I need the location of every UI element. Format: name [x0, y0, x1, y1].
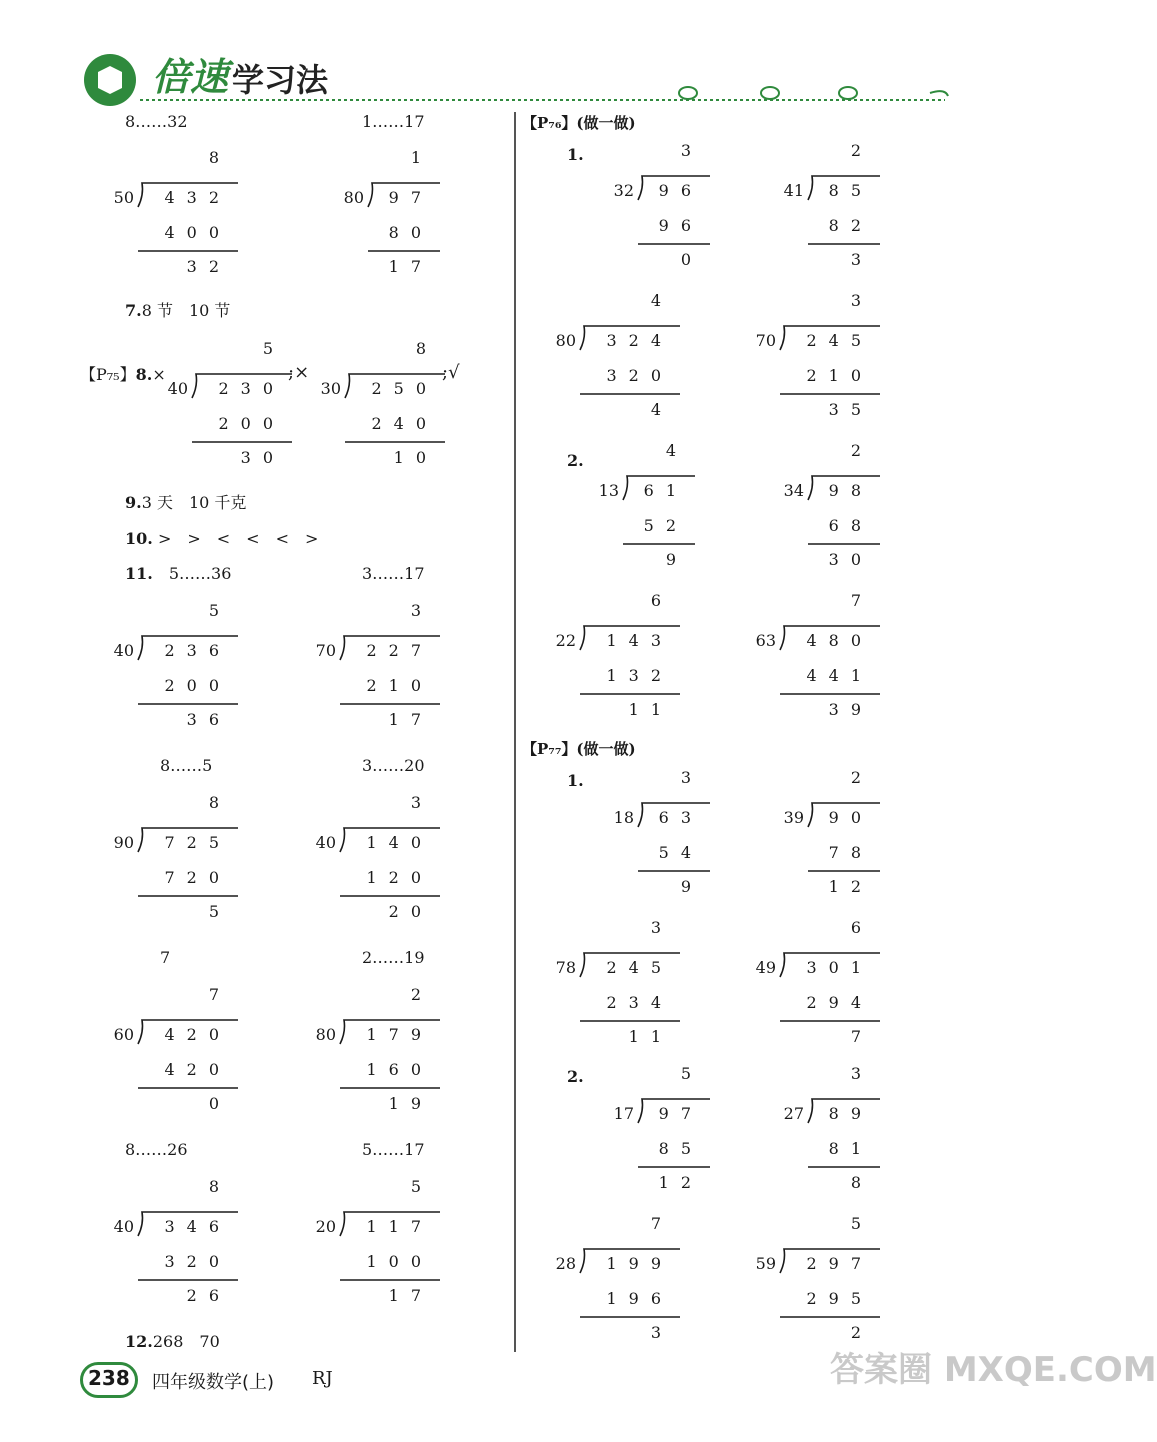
remainder: 10	[393, 448, 438, 467]
dividend: 97	[658, 1104, 703, 1123]
quotient: 3	[680, 141, 703, 160]
product: 52	[643, 516, 688, 535]
product: 295	[806, 1289, 873, 1308]
divisor: 49	[755, 958, 776, 977]
dividend: 236	[164, 641, 231, 660]
divisor: 70	[755, 331, 776, 350]
remainder: 5	[208, 902, 231, 921]
product: 120	[366, 868, 433, 887]
answer-text: > > < < < >	[157, 529, 319, 548]
quotient: 5	[680, 1064, 703, 1083]
divisor: 40	[113, 641, 134, 660]
remainder: 2	[850, 1323, 873, 1342]
book-title: 四年级数学(上)	[152, 1372, 275, 1393]
remainder: 17	[388, 1286, 433, 1305]
edition-label: RJ	[312, 1368, 333, 1389]
long-division	[755, 591, 900, 788]
dividend: 89	[828, 1104, 873, 1123]
divisor: 17	[613, 1104, 634, 1123]
product: 96	[658, 216, 703, 235]
product: 82	[828, 216, 873, 235]
question-number: 9.	[125, 493, 142, 512]
page-ref: 【P₇₅】	[80, 365, 136, 384]
answer-text: 8……32	[125, 112, 188, 131]
quotient: 8	[415, 339, 438, 358]
watermark	[820, 1340, 1157, 1442]
answer-text: 8 节 10 节	[141, 301, 231, 320]
page-ref-heading: 【P₇₇】(做一做)	[522, 740, 636, 758]
answer-text: 8……26	[125, 1140, 188, 1159]
quotient: 6	[650, 591, 673, 610]
divisor: 27	[783, 1104, 804, 1123]
quotient: 5	[850, 1214, 873, 1233]
divisor: 13	[598, 481, 619, 500]
quotient: 2	[850, 141, 873, 160]
quotient: 5	[262, 339, 285, 358]
division-bracket	[118, 800, 258, 990]
brand-sub: 学习法	[232, 61, 329, 99]
quotient: 3	[410, 793, 433, 812]
product: 80	[388, 223, 433, 242]
divisor: 78	[555, 958, 576, 977]
quotient: 3	[850, 1064, 873, 1083]
long-division	[315, 1177, 460, 1374]
product: 420	[164, 1060, 231, 1079]
question-number: 1.	[567, 771, 584, 790]
division-bracket	[560, 1221, 700, 1411]
quotient: 3	[850, 291, 873, 310]
divisor: 50	[113, 188, 134, 207]
question-number: 7.	[125, 301, 142, 320]
quotient: 4	[650, 291, 673, 310]
division-bracket	[320, 155, 460, 345]
question-number: 2.	[567, 451, 584, 470]
remainder: 9	[665, 550, 688, 569]
divisor: 30	[320, 379, 341, 398]
dividend: 420	[164, 1025, 231, 1044]
dividend: 63	[658, 808, 703, 827]
remainder: 26	[186, 1286, 231, 1305]
divisor: 28	[555, 1254, 576, 1273]
dividend: 117	[366, 1217, 433, 1236]
product: 78	[828, 843, 873, 862]
answer-text: 3……20	[362, 756, 425, 775]
divisor: 41	[783, 181, 804, 200]
remainder: 0	[680, 250, 703, 269]
loop-ornament	[761, 87, 779, 99]
divisor: 63	[755, 631, 776, 650]
product: 196	[606, 1289, 673, 1308]
remainder: 19	[388, 1094, 433, 1113]
quotient: 7	[208, 985, 231, 1004]
quotient: 5	[410, 1177, 433, 1196]
product: 68	[828, 516, 873, 535]
dividend: 98	[828, 481, 873, 500]
remainder: 30	[828, 550, 873, 569]
question-number: 12.	[125, 1332, 153, 1351]
quotient: 7	[850, 591, 873, 610]
divisor: 32	[613, 181, 634, 200]
quotient: 8	[208, 148, 231, 167]
dividend: 250	[371, 379, 438, 398]
product: 210	[806, 366, 873, 385]
long-division	[113, 793, 258, 990]
remainder: 0	[208, 1094, 231, 1113]
quotient: 5	[208, 601, 231, 620]
remainder: 11	[628, 700, 673, 719]
product: 240	[371, 414, 438, 433]
loop-ornament	[839, 87, 857, 99]
long-division	[320, 148, 460, 345]
remainder: 30	[240, 448, 285, 467]
dividend: 245	[806, 331, 873, 350]
dividend: 199	[606, 1254, 673, 1273]
answer-text: 8……5	[160, 756, 213, 775]
product: 81	[828, 1139, 873, 1158]
division-bracket	[760, 598, 900, 788]
answer-text: 7	[160, 948, 171, 967]
answer-text: 3……17	[362, 564, 425, 583]
dividend: 90	[828, 808, 873, 827]
product: 210	[366, 676, 433, 695]
remainder: 12	[658, 1173, 703, 1192]
remainder: 3	[850, 250, 873, 269]
product: 320	[606, 366, 673, 385]
page-number: 238	[88, 1366, 130, 1390]
remainder: 32	[186, 257, 231, 276]
quotient: 1	[410, 148, 433, 167]
dividend: 245	[606, 958, 673, 977]
divisor: 34	[783, 481, 804, 500]
answer-text: 5……36	[168, 564, 232, 583]
question-number: 10.	[125, 529, 153, 548]
division-bracket	[560, 598, 700, 788]
dividend: 179	[366, 1025, 433, 1044]
dividend: 61	[643, 481, 688, 500]
answer-text: 1……17	[362, 112, 425, 131]
product: 234	[606, 993, 673, 1012]
divisor: 40	[315, 833, 336, 852]
remainder: 9	[680, 877, 703, 896]
answer-mark: ×	[152, 365, 166, 384]
product: 132	[606, 666, 673, 685]
quotient: 3	[650, 918, 673, 937]
dividend: 143	[606, 631, 673, 650]
divisor: 60	[113, 1025, 134, 1044]
question-number: 11.	[125, 564, 153, 583]
divisor: 20	[315, 1217, 336, 1236]
answer-mark: ;√	[442, 362, 460, 383]
divisor: 80	[343, 188, 364, 207]
quotient: 4	[665, 441, 688, 460]
quotient: 2	[850, 768, 873, 787]
dividend: 480	[806, 631, 873, 650]
page-ref-heading: 【P₇₆】(做一做)	[522, 114, 636, 132]
dividend: 324	[606, 331, 673, 350]
watermark-text: 答案圈 MXQE.COM	[830, 1350, 1157, 1390]
quotient: 8	[208, 1177, 231, 1196]
answer-mark: ;×	[288, 362, 310, 383]
quotient: 3	[410, 601, 433, 620]
division-bracket	[320, 1184, 460, 1374]
product: 160	[366, 1060, 433, 1079]
question-number: 8.	[135, 365, 153, 384]
product: 200	[164, 676, 231, 695]
dividend: 96	[658, 181, 703, 200]
remainder: 4	[650, 400, 673, 419]
page-header	[0, 0, 1000, 110]
remainder: 12	[828, 877, 873, 896]
divisor: 39	[783, 808, 804, 827]
divisor: 40	[113, 1217, 134, 1236]
divisor: 90	[113, 833, 134, 852]
product: 441	[806, 666, 873, 685]
remainder: 17	[388, 257, 433, 276]
product: 320	[164, 1252, 231, 1271]
quotient: 6	[850, 918, 873, 937]
remainder: 20	[388, 902, 433, 921]
remainder: 17	[388, 710, 433, 729]
divisor: 59	[755, 1254, 776, 1273]
question-number: 1.	[567, 145, 584, 164]
product: 100	[366, 1252, 433, 1271]
dividend: 85	[828, 181, 873, 200]
remainder: 11	[628, 1027, 673, 1046]
loop-ornament	[679, 87, 697, 99]
dividend: 346	[164, 1217, 231, 1236]
product: 54	[658, 843, 703, 862]
divisor: 80	[315, 1025, 336, 1044]
divisor: 22	[555, 631, 576, 650]
divisor: 80	[555, 331, 576, 350]
divisor: 70	[315, 641, 336, 660]
question-number: 2.	[567, 1067, 584, 1086]
dividend: 301	[806, 958, 873, 977]
dividend: 97	[388, 188, 433, 207]
dividend: 140	[366, 833, 433, 852]
long-division	[555, 591, 700, 788]
remainder: 3	[650, 1323, 673, 1342]
dividend: 230	[218, 379, 285, 398]
brand-main: 倍速	[152, 55, 229, 99]
divisor: 40	[167, 379, 188, 398]
quotient: 2	[850, 441, 873, 460]
dividend: 297	[806, 1254, 873, 1273]
answer-text: 268 70	[152, 1332, 220, 1351]
quotient: 3	[680, 768, 703, 787]
dividend: 725	[164, 833, 231, 852]
remainder: 36	[186, 710, 231, 729]
product: 200	[218, 414, 285, 433]
remainder: 35	[828, 400, 873, 419]
remainder: 39	[828, 700, 873, 719]
product: 85	[658, 1139, 703, 1158]
quotient: 8	[208, 793, 231, 812]
column-divider	[514, 112, 516, 1352]
dividend: 432	[164, 188, 231, 207]
answer-text: 2……19	[362, 948, 425, 967]
product: 720	[164, 868, 231, 887]
long-division	[555, 1214, 700, 1411]
remainder: 8	[850, 1173, 873, 1192]
curl-ornament	[930, 91, 948, 96]
quotient: 2	[410, 985, 433, 1004]
answer-text: 5……17	[362, 1140, 425, 1159]
quotient: 7	[650, 1214, 673, 1233]
product: 294	[806, 993, 873, 1012]
dividend: 227	[366, 641, 433, 660]
divisor: 18	[613, 808, 634, 827]
header-decoration	[0, 0, 1000, 110]
product: 400	[164, 223, 231, 242]
answer-text: 3 天 10 千克	[141, 493, 247, 512]
remainder: 7	[850, 1027, 873, 1046]
